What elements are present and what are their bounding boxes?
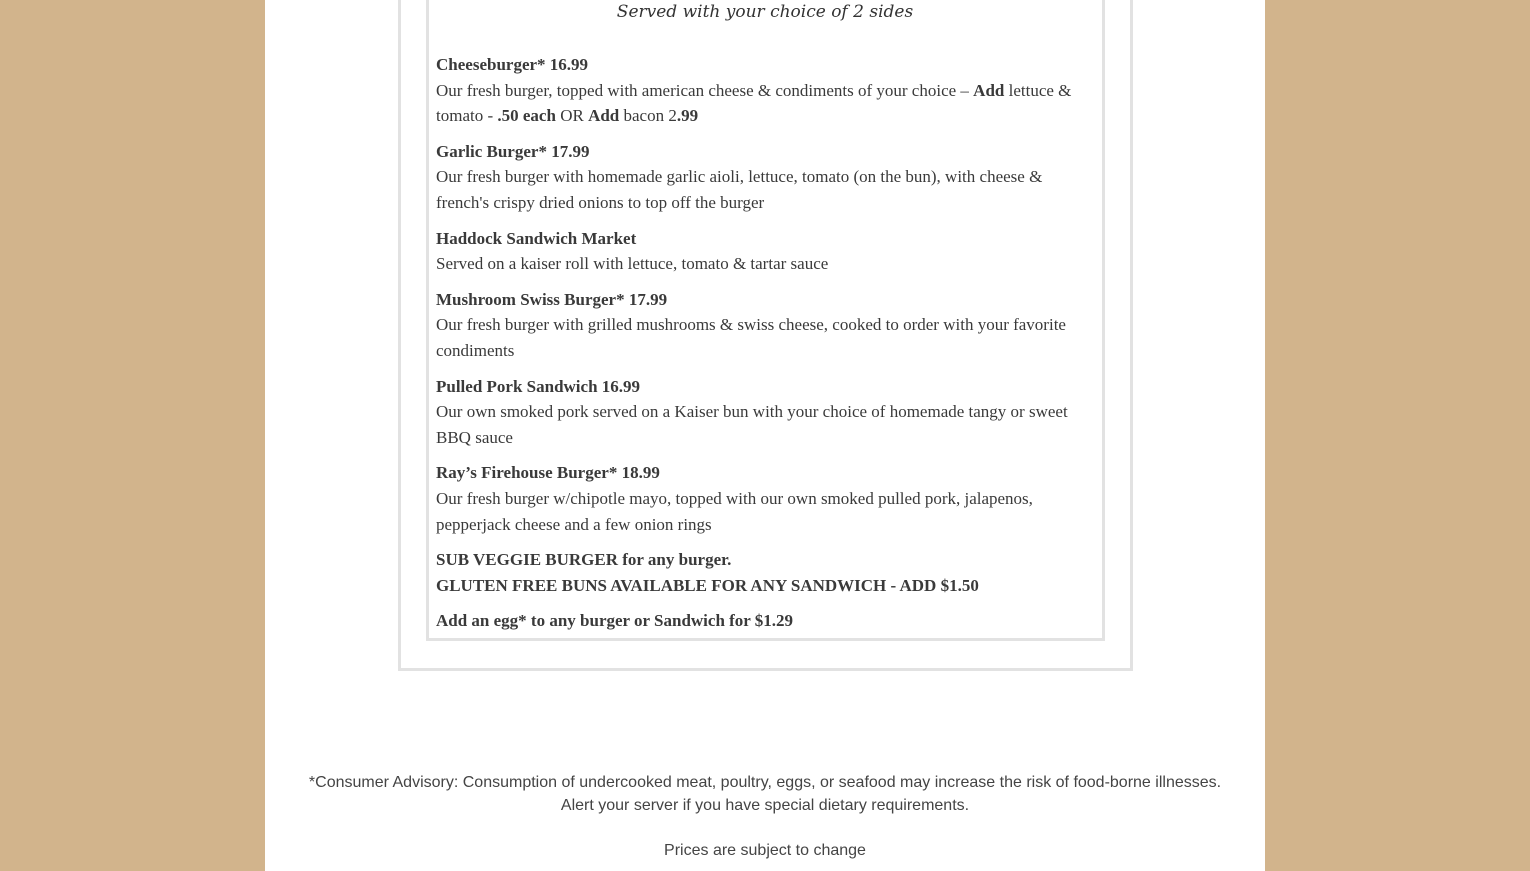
menu-item	[436, 52, 1096, 129]
menu-item-title: Cheeseburger* 16.99	[436, 55, 589, 74]
consumer-advisory	[265, 771, 1265, 817]
menu-item-description: Our fresh burger with grilled mushrooms & swiss cheese, cooked to order with your favorite condiments	[436, 315, 1066, 360]
menu-item-title: Garlic Burger* 17.99	[436, 141, 590, 161]
menu-item	[436, 460, 1096, 537]
menu-item-description: Served on a kaiser roll with lettuce, tomato & tartar sauce	[436, 254, 829, 274]
gluten-free-note: GLUTEN FREE BUNS AVAILABLE FOR ANY SANDWICH - ADD $1.50	[436, 575, 979, 595]
menu-item-description	[436, 78, 1096, 129]
desc-price: .50 each	[497, 106, 556, 126]
advisory-line-1: *Consumer Advisory: Consumption of undercooked meat, poultry, eggs, or seafood may increase the risk of food-borne illnesses.	[308, 774, 1222, 791]
menu-item	[436, 139, 1096, 216]
desc-text: Our fresh burger, topped with american cheese & condiments of your choice –	[436, 80, 974, 100]
section-subtitle: Served with your choice of 2 sides	[616, 2, 914, 22]
prices-notice: Prices are subject to change	[664, 842, 866, 859]
desc-text: OR	[555, 106, 589, 126]
desc-add: Add	[588, 106, 620, 126]
menu-item	[436, 226, 1096, 277]
menu-item-title: Pulled Pork Sandwich 16.99	[436, 376, 641, 396]
desc-text: bacon 2	[619, 106, 677, 126]
menu-item-title: Haddock Sandwich Market	[436, 228, 637, 248]
menu-item-title: Mushroom Swiss Burger* 17.99	[436, 289, 668, 309]
menu-item-title: Ray’s Firehouse Burger* 18.99	[436, 463, 660, 483]
menu-page	[265, 0, 1265, 871]
advisory-line-2: Alert your server if you have special dietary requirements.	[560, 797, 970, 814]
menu-list	[436, 52, 1096, 634]
desc-price: .99	[676, 106, 699, 126]
desc-add: Add	[973, 80, 1005, 100]
menu-item	[436, 374, 1096, 451]
menu-item	[436, 287, 1096, 364]
menu-item-description: Our fresh burger w/chipotle mayo, topped with our own smoked pulled pork, jalapenos, pepperjack cheese and a few onion rings	[436, 488, 1033, 534]
menu-notes	[436, 547, 1096, 634]
egg-note: Add an egg* to any burger or Sandwich for $1.29	[436, 611, 794, 631]
menu-item-description: Our own smoked pork served on a Kaiser bun with your choice of homemade tangy or sweet BBQ sauce	[436, 402, 1068, 447]
desc-text: lettuce & tomato -	[436, 80, 1072, 126]
menu-item-description: Our fresh burger with homemade garlic aioli, lettuce, tomato (on the bun), with cheese & french's crispy dried onions to top off the burger	[436, 167, 1043, 212]
veggie-note: SUB VEGGIE BURGER for any burger.	[436, 550, 732, 570]
